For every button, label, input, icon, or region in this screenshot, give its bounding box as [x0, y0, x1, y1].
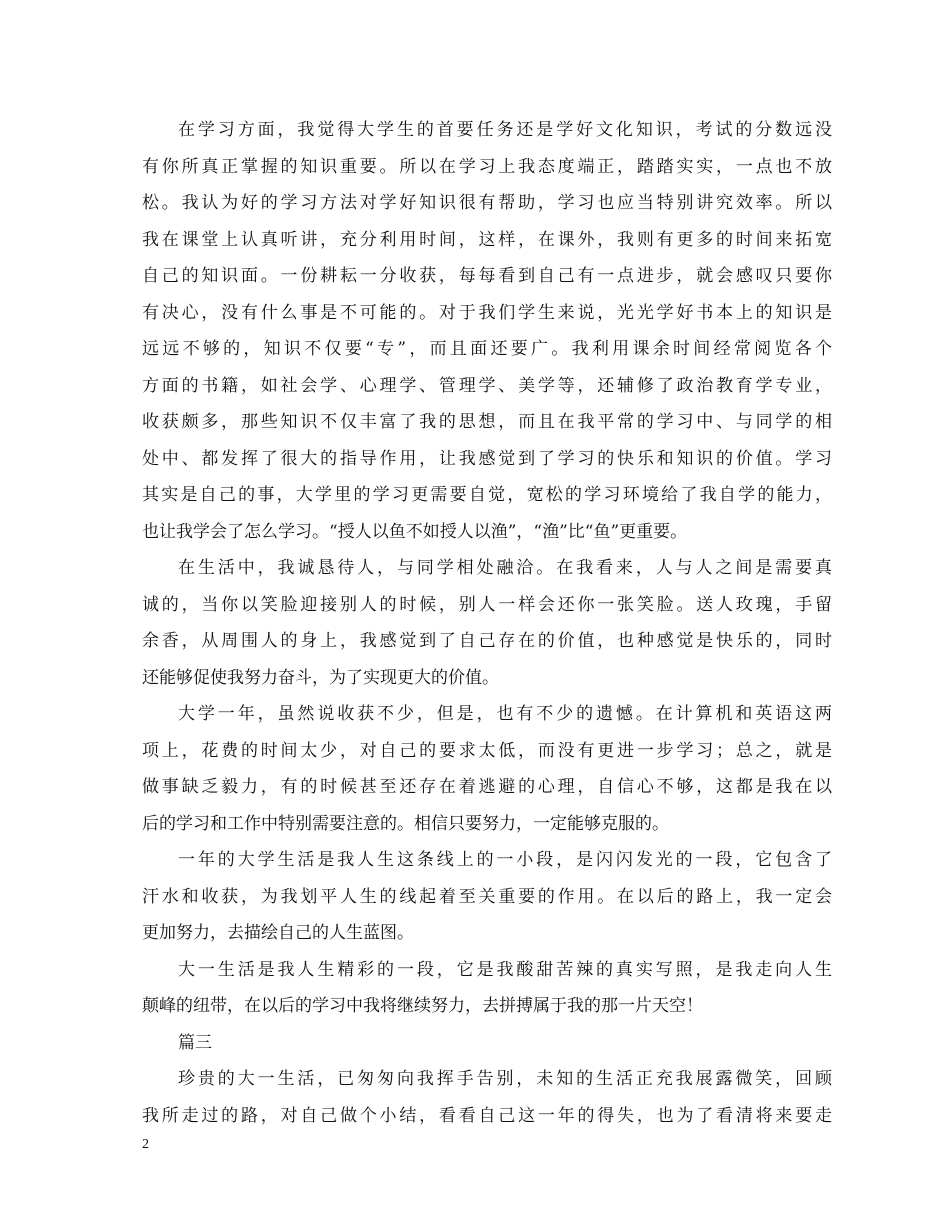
- page-number: 2: [142, 1137, 149, 1152]
- text-line: 大学一年，虽然说收获不少，但是，也有不少的遗憾。在计算机和英语这两: [178, 704, 832, 724]
- text-line: 在生活中，我诚恳待人，与同学相处融洽。在我看来，人与人之间是需要真: [178, 558, 832, 578]
- text-line: 收获颇多，那些知识不仅丰富了我的思想，而且在我平常的学习中、与同学的相: [142, 412, 832, 432]
- text-line: 松。我认为好的学习方法对学好知识很有帮助，学习也应当特别讲究效率。所以: [142, 193, 832, 213]
- text-line: 还能够促使我努力奋斗，为了实现更大的价值。: [142, 667, 499, 688]
- text-line: 其实是自己的事，大学里的学习更需要自觉，宽松的学习环境给了我自学的能力，: [142, 485, 832, 505]
- body-text: [142, 112, 832, 1134]
- text-line: 处中、都发挥了很大的指导作用，让我感觉到了学习的快乐和知识的价值。学习: [142, 448, 832, 469]
- text-line: 有决心，没有什么事是不可能的。对于我们学生来说，光光学好书本上的知识是: [142, 302, 832, 323]
- text-line: 我在课堂上认真听讲，充分利用时间，这样，在课外，我则有更多的时间来拓宽: [142, 229, 832, 250]
- text-line: 远远不够的，知识不仅要“专”，而且面还要广。我利用课余时间经常阅览各个: [142, 339, 832, 359]
- text-line: 大一生活是我人生精彩的一段，它是我酸甜苦辣的真实写照，是我走向人生: [178, 959, 832, 980]
- text-line: 在学习方面，我觉得大学生的首要任务还是学好文化知识，考试的分数远没: [178, 120, 832, 140]
- text-line: 项上，花费的时间太少，对自己的要求太低，而没有更进一步学习；总之，就是: [142, 740, 832, 761]
- text-line: 更加努力，去描绘自己的人生蓝图。: [142, 923, 414, 943]
- text-line: 也让我学会了怎么学习。“授人以鱼不如授人以渔”，“渔”比“鱼”更重要。: [142, 521, 688, 542]
- text-line: 我所走过的路，对自己做个小结，看看自己这一年的得失，也为了看清将来要走: [142, 1105, 832, 1126]
- text-line: 做事缺乏毅力，有的时候甚至还存在着逃避的心理，自信心不够，这都是我在以: [142, 777, 832, 797]
- text-line: 余香，从周围人的身上，我感觉到了自己存在的价值，也种感觉是快乐的，同时: [142, 631, 832, 651]
- text-line: 有你所真正掌握的知识重要。所以在学习上我态度端正，踏踏实实，一点也不放: [142, 156, 832, 177]
- text-line: 自己的知识面。一份耕耘一分收获，每每看到自己有一点进步，就会感叹只要你: [142, 266, 832, 286]
- text-line: 汗水和收获，为我划平人生的线起着至关重要的作用。在以后的路上，我一定会: [142, 886, 832, 907]
- text-line: 一年的大学生活是我人生这条线上的一小段，是闪闪发光的一段，它包含了: [178, 850, 832, 870]
- text-line: 颠峰的纽带，在以后的学习中我将继续努力，去拼搏属于我的那一片天空！: [142, 996, 703, 1016]
- text-line: 篇三: [178, 1032, 212, 1053]
- text-line: 后的学习和工作中特别需要注意的。相信只要努力，一定能够克服的。: [142, 813, 669, 834]
- text-line: 珍贵的大一生活，已匆匆向我挥手告别，未知的生活正充我展露微笑，回顾: [178, 1069, 832, 1089]
- text-line: 方面的书籍，如社会学、心理学、管理学、美学等，还辅修了政治教育学专业，: [142, 375, 832, 396]
- text-line: 诚的，当你以笑脸迎接别人的时候，别人一样会还你一张笑脸。送人玫瑰，手留: [142, 594, 832, 615]
